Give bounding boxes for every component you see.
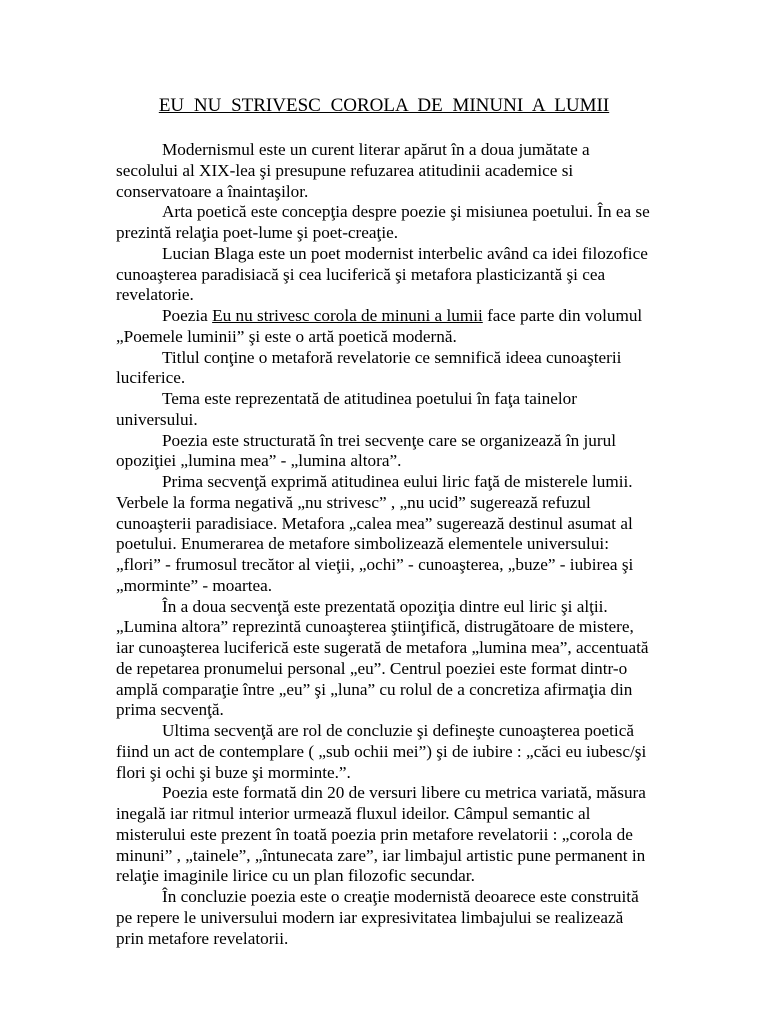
paragraph-tema: Tema este reprezentată de atitudinea poetului în faţa tainelor universului. — [116, 389, 577, 429]
paragraph-prima-secventa: Prima secvenţă exprimă atitudinea eului liric faţă de misterele lumii. Verbele la forma negativă „nu strivesc” , „nu ucid” sugerează refuzul cunoaşterii paradisiace. Metafora „calea mea” sugerează destinul asumat al poetului. Enumerarea de metafore simbolizează elementele universului: „flori” - frumosul trecător al vieţii, „ochi” - cunoaşterea, „buze” - iubirea şi „morminte” - moartea. — [116, 472, 634, 595]
paragraph-modernism: Modernismul este un curent literar apărut în a doua jumătate a secolului al XIX-lea şi presupune refuzarea atitudinii academice si conservatoare a înaintaşilor. — [116, 140, 590, 201]
paragraph-structura: Poezia este structurată în trei secvenţe care se organizează în jurul opoziţiei „lumina mea” - „lumina altora”. — [116, 430, 616, 471]
paragraph-versificatie: Poezia este formată din 20 de versuri libere cu metrica variată, măsura inegală iar ritmul interior urmează fluxul ideilor. Câmpul semantic al misterului este prezent în toată poezia prin metafore revelatorii : „corola de minuni” , „tainele”, „întunecata zare”, iar limbajul artistic pune permanent in relaţie imaginile lirice cu un plan filozofic secundar. — [116, 783, 646, 886]
paragraph-lucian-blaga: Lucian Blaga este un poet modernist interbelic având ca idei filozofice cunoaşterea paradisiacă şi cea luciferică şi metafora plasticizantă şi cea revelatorie. — [116, 243, 648, 305]
poem-title-underlined: Eu nu strivesc corola de minuni a lumii — [212, 306, 483, 325]
paragraph-a-doua-secventa: În a doua secvenţă este prezentată opoziţia dintre eul liric şi alţii. „Lumina altora” reprezintă cunoaşterea ştiinţifică, distrugătoare de mistere, iar cunoaşterea luciferică este sugerată de metafora „lumina mea”, accentuată de repetarea pronumelui personal „eu”. Centrul poeziei este format dintr-o amplă comparaţie între „eu” şi „luna” cu rolul de a concretiza afirmaţia din prima secvenţă. — [116, 596, 649, 720]
paragraph-concluzie: În concluzie poezia este o creaţie modernistă deoarece este construită pe repere le universului modern iar expresivitatea limbajului se realizează prin metafore revelatorii. — [116, 887, 639, 948]
document-title: EU NU STRIVESC COROLA DE MINUNI A LUMII — [158, 95, 610, 116]
paragraph-ultima-secventa: Ultima secvenţă are rol de concluzie şi defineşte cunoaşterea poetică fiind un act de contemplare ( „sub ochii mei”) şi de iubire : „căci eu iubesc/şi flori şi ochi şi buze şi morminte.”. — [116, 721, 647, 782]
paragraph-poezia-volum — [116, 306, 650, 348]
document-body — [116, 140, 650, 949]
paragraph-titlul: Titlul conţine o metaforă revelatorie ce semnifică ideea cunoaşterii luciferice. — [116, 347, 622, 388]
paragraph-poezia-before: Poezia — [162, 306, 213, 325]
paragraph-poezia-after: face parte din volumul „Poemele luminii” şi este o artă poetică modernă. — [116, 306, 643, 346]
paragraph-arta-poetica: Arta poetică este concepţia despre poezie şi misiunea poetului. În ea se prezintă relaţia poet-lume şi poet-creaţie. — [116, 202, 650, 242]
